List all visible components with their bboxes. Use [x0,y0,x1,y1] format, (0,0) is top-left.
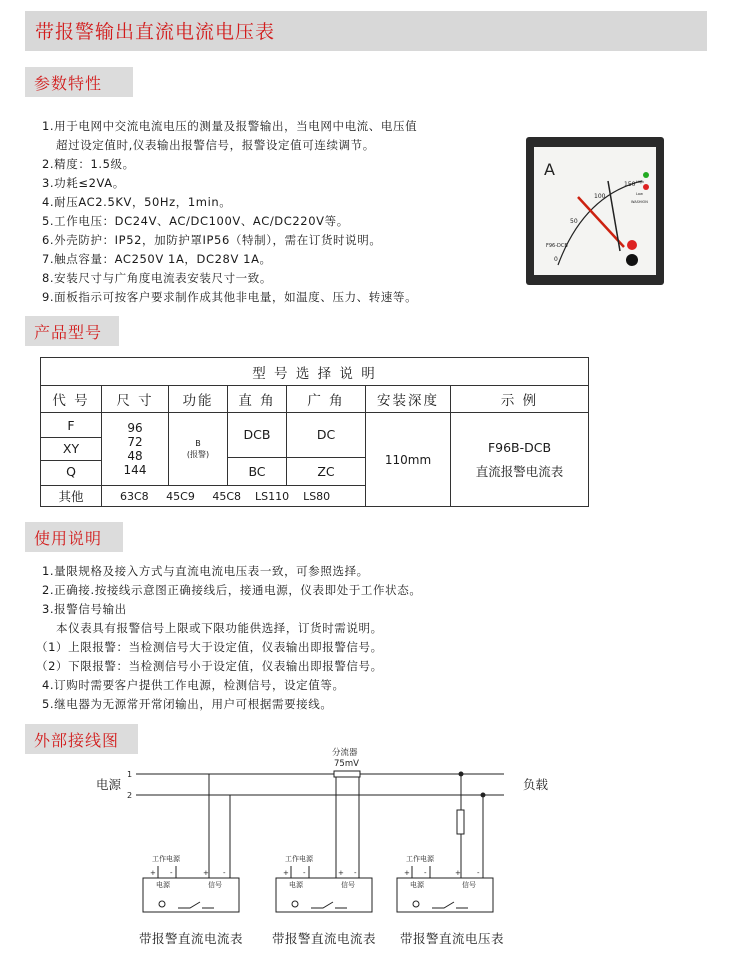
size-value: 72 [127,435,143,449]
alarm-knob [627,240,637,250]
line-2-label: 2 [127,791,133,800]
list-item: 7.触点容量：AC250V 1A，DC28V 1A。 [42,252,272,266]
column-header: 示 例 [451,386,589,413]
right-angle-value: DCB [228,413,286,458]
minus-sign: - [170,869,173,877]
list-item: 3.报警信号输出 [42,602,127,616]
model-selection-table [40,357,589,507]
list-item: 3.功耗≤2VA。 [42,176,125,190]
low-label: Low [636,192,643,196]
function-code: B [195,439,201,448]
diagram-caption: 带报警直流电压表 [400,931,505,946]
power-terminal-label: 电源 [156,881,170,889]
list-item: 1.量限规格及接入方式与直流电流电压表一致，可参照选择。 [42,564,369,578]
plus-sign: + [150,869,156,877]
power-terminal-label: 电源 [289,881,303,889]
minus-sign: - [424,869,427,877]
plus-sign: + [283,869,289,877]
meter-brand: WASHION [631,200,648,204]
section-title: 产品型号 [34,323,103,342]
code-q: Q [66,464,76,479]
scale-label: 50 [570,218,578,225]
list-item: （2）下限报警：当检测信号小于设定值，仪表输出即报警信号。 [36,659,383,673]
list-item: （1）上限报警：当检测信号大于设定值，仪表输出即报警信号。 [36,640,383,654]
title-bar [25,11,707,51]
example-model: F96B-DCB [487,439,552,455]
depth-value: 110mm [366,413,451,507]
code-xy: XY [41,437,101,461]
usage-list [36,562,422,714]
work-power-label: 工作电源 [285,855,313,863]
minus-sign: - [303,869,306,877]
column-header: 功能 [169,386,228,413]
plus-sign: + [203,869,209,877]
resistor [457,810,464,834]
diagram-caption: 带报警直流电流表 [272,931,377,946]
signal-terminal-label: 信号 [341,881,355,889]
size-value: 48 [127,449,143,463]
list-item: 本仪表具有报警信号上限或下限功能供选择，订货时需说明。 [56,621,383,635]
list-item: 1.用于电网中交流电流电压的测量及报警输出，当电网中电流、电压值 [42,119,418,133]
table-caption: 型 号 选 择 说 明 [41,358,589,386]
section-title: 外部接线图 [34,731,120,750]
plus-sign: + [455,869,461,877]
diagram-caption: 带报警直流电流表 [139,931,244,946]
page-title: 带报警输出直流电流电压表 [35,21,276,43]
section-title: 参数特性 [34,74,103,93]
work-power-label: 工作电源 [406,855,434,863]
list-item: 4.订购时需要客户提供工作电源，检测信号，设定值等。 [42,678,345,692]
high-label: High [636,180,645,184]
column-header: 代 号 [41,386,102,413]
shunt-label: 分流器 [332,748,358,758]
section-header-params [25,67,133,97]
right-angle-value: BC [248,464,266,479]
meter-unit: A [544,160,555,179]
function-desc: (报警) [186,450,210,459]
plus-sign: + [404,869,410,877]
scale-label: 150 [624,181,636,188]
minus-sign: - [223,869,226,877]
power-label: 电源 [96,777,122,792]
scale-label: 100 [594,193,606,200]
list-item: 6.外壳防护：IP52，加防护罩IP56（特制），需在订货时说明。 [42,233,382,247]
wide-angle-value: DC [287,413,365,458]
params-list [42,117,417,307]
code-f: F [67,418,75,433]
list-item: 2.正确接.按接线示意图正确接线后，接通电源，仪表即处于工作状态。 [42,583,422,597]
other-values: 63C8 45C9 45C8 LS110 LS80 [102,486,366,507]
power-terminal-label: 电源 [410,881,424,889]
wide-angle-value: ZC [317,464,335,479]
load-label: 负载 [523,777,549,792]
shunt-rating: 75mV [334,759,359,769]
line-1-label: 1 [127,770,133,779]
shunt-resistor [334,771,360,777]
column-header: 广 角 [287,386,366,413]
signal-terminal-label: 信号 [208,881,222,889]
column-header: 尺 寸 [102,386,169,413]
list-item: 5.继电器为无源常开常闭输出，用户可根据需要接线。 [42,697,333,711]
other-label: 其他 [41,486,102,507]
scale-label: 0 [554,256,558,263]
wiring-diagram [0,740,735,925]
list-item: 9.面板指示可按客户要求制作成其他非电量，如温度、压力、转速等。 [42,290,418,304]
section-title: 使用说明 [34,529,103,548]
column-header: 安装深度 [366,386,451,413]
work-power-label: 工作电源 [152,855,180,863]
meter-model: F96-DCB [546,243,568,249]
size-value: 144 [123,463,147,477]
list-item: 4.耐压AC2.5KV，50Hz，1min。 [42,195,232,209]
meter-image [524,135,666,287]
plus-sign: + [338,869,344,877]
example-desc: 直流报警电流表 [475,463,564,479]
list-item: 2.精度：1.5级。 [42,157,135,171]
signal-terminal-label: 信号 [462,881,476,889]
list-item: 5.工作电压：DC24V、AC/DC100V、AC/DC220V等。 [42,214,349,228]
size-value: 96 [127,421,143,435]
section-header-usage [25,522,123,552]
column-header: 直 角 [228,386,287,413]
minus-sign: - [354,869,357,877]
section-header-models [25,316,119,346]
list-item: 8.安装尺寸与广角度电流表安装尺寸一致。 [42,271,272,285]
minus-sign: - [477,869,480,877]
list-item: 超过设定值时,仪表输出报警信号，报警设定值可连续调节。 [56,138,375,152]
